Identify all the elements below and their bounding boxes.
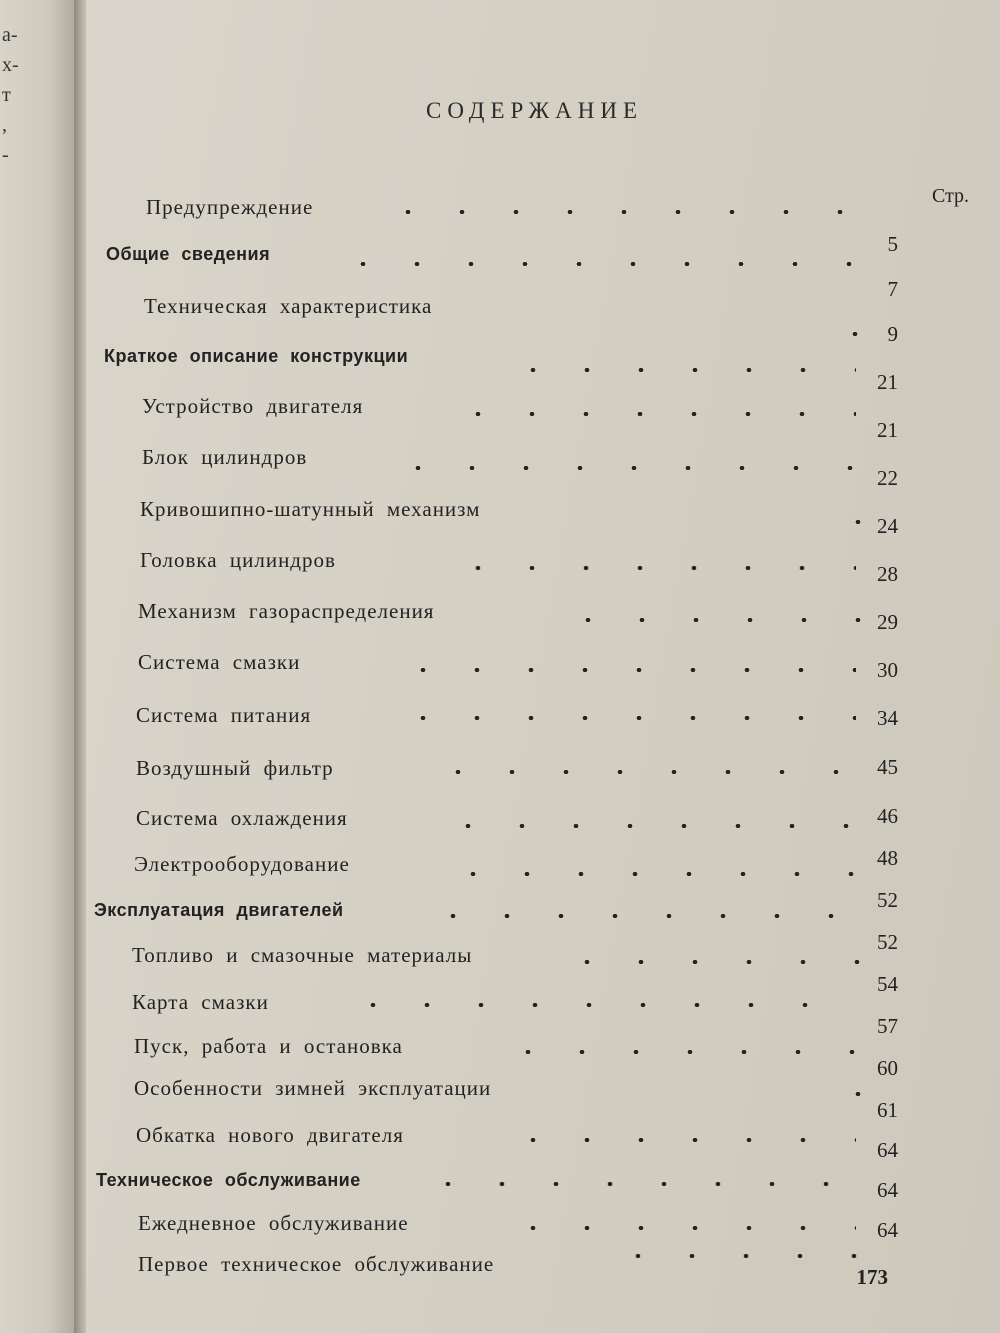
dot-leader	[831, 1092, 861, 1096]
page-number: 21	[877, 370, 898, 394]
toc-entry: Топливо и смазочные материалы	[132, 943, 473, 967]
toc-entry: Кривошипно-шатунный механизм	[140, 497, 481, 521]
toc-entry: Техническая характеристика	[144, 294, 433, 318]
page-number: 24	[877, 514, 898, 538]
page-number: 64	[877, 1178, 898, 1202]
dot-leader	[336, 262, 856, 266]
page-number: 5	[887, 232, 898, 256]
toc-entry: Устройство двигателя	[142, 394, 364, 418]
page-number: 22	[877, 466, 898, 490]
page-number: 9	[887, 322, 898, 346]
toc-entry: Особенности зимней эксплуатации	[134, 1076, 492, 1100]
folio-page-number: 173	[856, 1265, 888, 1289]
page-number: 64	[877, 1138, 898, 1162]
toc-section: Общие сведения	[106, 244, 271, 264]
fragment: х-	[2, 54, 19, 76]
page-number: 45	[877, 755, 898, 779]
dot-leader	[506, 1138, 856, 1142]
fragment: т	[2, 84, 11, 106]
dot-leader	[421, 1182, 856, 1186]
page-number: 52	[877, 930, 898, 954]
toc-entry: Блок цилиндров	[142, 445, 308, 469]
toc-section: Эксплуатация двигателей	[94, 900, 344, 920]
previous-page-fragments	[2, 20, 32, 170]
dot-leader	[381, 210, 856, 214]
page-number: 30	[877, 658, 898, 682]
dot-leader	[396, 668, 856, 672]
page-title: СОДЕРЖАНИЕ	[426, 98, 644, 123]
page-number: 28	[877, 562, 898, 586]
dot-leader	[446, 872, 856, 876]
dot-leader	[431, 770, 856, 774]
page-column-header: Стр.	[932, 185, 970, 207]
dot-leader	[560, 960, 860, 964]
toc-entry: Пуск, работа и остановка	[134, 1034, 403, 1058]
page-number: 29	[877, 610, 898, 634]
page-number: 7	[887, 277, 898, 301]
toc-entry: Система питания	[136, 703, 312, 727]
previous-page-edge	[0, 0, 80, 1333]
page-number: 64	[877, 1218, 898, 1242]
fragment: -	[2, 144, 9, 166]
dot-leader	[501, 1050, 856, 1054]
toc-section: Краткое описание конструкции	[104, 346, 409, 366]
page-number: 52	[877, 888, 898, 912]
dot-leader	[426, 914, 856, 918]
toc-entry: Электрооборудование	[134, 852, 350, 876]
dot-leader	[346, 1003, 856, 1007]
page-number: 54	[877, 972, 898, 996]
page-number: 61	[877, 1098, 898, 1122]
page-number: 60	[877, 1056, 898, 1080]
toc-entry: Воздушный фильтр	[136, 756, 334, 780]
dot-leader	[561, 618, 861, 622]
page-number: 34	[877, 706, 898, 730]
toc-entry: Система охлаждения	[136, 806, 348, 830]
page-number: 21	[877, 418, 898, 442]
dot-leader	[611, 1254, 861, 1258]
toc-entry: Ежедневное обслуживание	[138, 1211, 409, 1235]
dot-leader	[441, 824, 856, 828]
toc-section: Техническое обслуживание	[96, 1170, 361, 1190]
dot-leader	[391, 466, 856, 470]
fragment: ,	[2, 114, 7, 136]
dot-leader	[396, 716, 856, 720]
toc-entry: Система смазки	[138, 650, 301, 674]
toc-entry: Обкатка нового двигателя	[136, 1123, 404, 1147]
fragment: а-	[2, 24, 18, 46]
toc-entry: Головка цилиндров	[140, 548, 336, 572]
toc-entry: Карта смазки	[132, 990, 269, 1014]
dot-leader	[506, 1226, 856, 1230]
dot-leader	[451, 566, 856, 570]
toc-entry: Механизм газораспределения	[138, 599, 435, 623]
page-number: 57	[877, 1014, 898, 1038]
page-number: 48	[877, 846, 898, 870]
dot-leader	[506, 368, 856, 372]
toc-entry: Первое техническое обслуживание	[138, 1252, 495, 1276]
dot-leader	[451, 412, 856, 416]
page-number: 46	[877, 804, 898, 828]
toc-entry: Предупреждение	[146, 195, 314, 219]
contents-page	[86, 0, 1000, 1333]
